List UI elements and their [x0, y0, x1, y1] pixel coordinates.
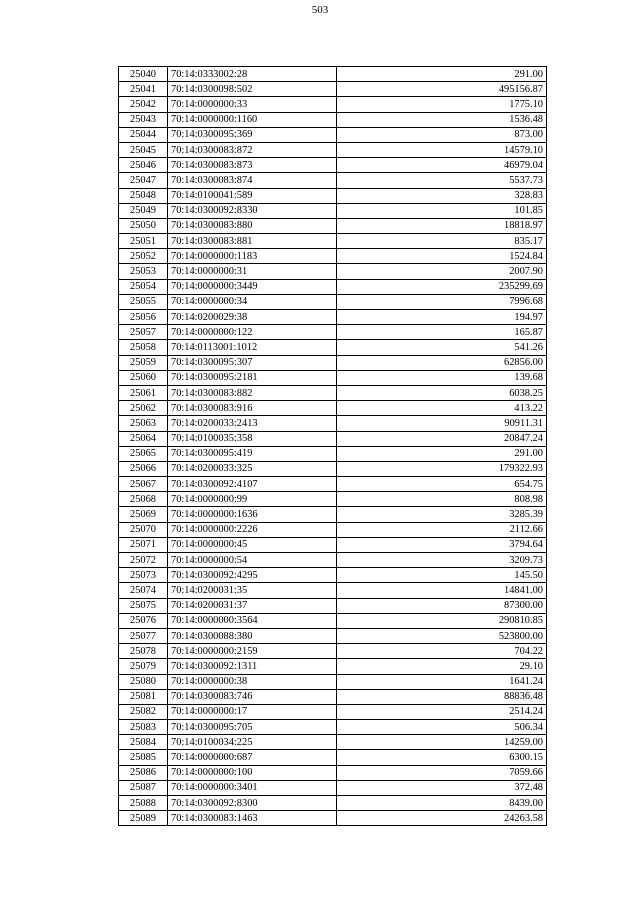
row-number-cell: 25056 [119, 310, 168, 325]
row-number-cell: 25047 [119, 173, 168, 188]
table-row [119, 568, 547, 583]
value-cell: 8439.00 [337, 796, 547, 811]
value-cell: 654.75 [337, 477, 547, 492]
table-row [119, 264, 547, 279]
row-number-cell: 25055 [119, 294, 168, 309]
value-cell: 290810.85 [337, 613, 547, 628]
row-number-cell: 25051 [119, 234, 168, 249]
cadastral-number-cell: 70:14:0300098:502 [168, 82, 337, 97]
row-number-cell: 25070 [119, 522, 168, 537]
row-number-cell: 25054 [119, 279, 168, 294]
table-row [119, 796, 547, 811]
cadastral-number-cell: 70:14:0300083:916 [168, 401, 337, 416]
value-cell: 835.17 [337, 234, 547, 249]
row-number-cell: 25084 [119, 735, 168, 750]
row-number-cell: 25063 [119, 416, 168, 431]
value-cell: 29.10 [337, 659, 547, 674]
row-number-cell: 25042 [119, 97, 168, 112]
row-number-cell: 25072 [119, 553, 168, 568]
table-row [119, 522, 547, 537]
row-number-cell: 25049 [119, 203, 168, 218]
value-cell: 7996.68 [337, 294, 547, 309]
cadastral-number-cell: 70:14:0200031:35 [168, 583, 337, 598]
value-cell: 291.00 [337, 67, 547, 82]
row-number-cell: 25089 [119, 811, 168, 826]
value-cell: 165.87 [337, 325, 547, 340]
value-cell: 523800.00 [337, 628, 547, 643]
row-number-cell: 25083 [119, 720, 168, 735]
cadastral-number-cell: 70:14:0000000:99 [168, 492, 337, 507]
data-table [118, 66, 547, 826]
value-cell: 704.22 [337, 644, 547, 659]
value-cell: 1641.24 [337, 674, 547, 689]
row-number-cell: 25079 [119, 659, 168, 674]
table-row [119, 82, 547, 97]
cadastral-number-cell: 70:14:0300095:705 [168, 720, 337, 735]
table-row [119, 385, 547, 400]
cadastral-number-cell: 70:14:0333002:28 [168, 67, 337, 82]
value-cell: 179322.93 [337, 461, 547, 476]
value-cell: 194.97 [337, 310, 547, 325]
row-number-cell: 25087 [119, 780, 168, 795]
table-row [119, 644, 547, 659]
table-row [119, 142, 547, 157]
value-cell: 62856.00 [337, 355, 547, 370]
cadastral-number-cell: 70:14:0113001:1012 [168, 340, 337, 355]
cadastral-number-cell: 70:14:0300092:4107 [168, 477, 337, 492]
table-row [119, 735, 547, 750]
table-row [119, 340, 547, 355]
cadastral-number-cell: 70:14:0300088:380 [168, 628, 337, 643]
cadastral-number-cell: 70:14:0000000:1160 [168, 112, 337, 127]
table-row [119, 507, 547, 522]
row-number-cell: 25066 [119, 461, 168, 476]
table-row [119, 689, 547, 704]
cadastral-number-cell: 70:14:0300083:882 [168, 385, 337, 400]
value-cell: 90911.31 [337, 416, 547, 431]
row-number-cell: 25068 [119, 492, 168, 507]
row-number-cell: 25074 [119, 583, 168, 598]
value-cell: 291.00 [337, 446, 547, 461]
table-row [119, 249, 547, 264]
value-cell: 46979.04 [337, 158, 547, 173]
cadastral-number-cell: 70:14:0300083:874 [168, 173, 337, 188]
cadastral-number-cell: 70:14:0300083:881 [168, 234, 337, 249]
table-row [119, 203, 547, 218]
value-cell: 139.68 [337, 370, 547, 385]
value-cell: 24263.58 [337, 811, 547, 826]
table-row [119, 477, 547, 492]
table-row [119, 234, 547, 249]
value-cell: 495156.87 [337, 82, 547, 97]
cadastral-number-cell: 70:14:0300095:307 [168, 355, 337, 370]
cadastral-number-cell: 70:14:0000000:54 [168, 553, 337, 568]
cadastral-number-cell: 70:14:0000000:3449 [168, 279, 337, 294]
cadastral-number-cell: 70:14:0300083:746 [168, 689, 337, 704]
row-number-cell: 25052 [119, 249, 168, 264]
row-number-cell: 25059 [119, 355, 168, 370]
cadastral-number-cell: 70:14:0300083:880 [168, 218, 337, 233]
row-number-cell: 25085 [119, 750, 168, 765]
row-number-cell: 25067 [119, 477, 168, 492]
table-row [119, 97, 547, 112]
cadastral-number-cell: 70:14:0000000:3401 [168, 780, 337, 795]
table-row [119, 628, 547, 643]
row-number-cell: 25081 [119, 689, 168, 704]
cadastral-number-cell: 70:14:0000000:33 [168, 97, 337, 112]
cadastral-number-cell: 70:14:0000000:2159 [168, 644, 337, 659]
value-cell: 3209.73 [337, 553, 547, 568]
table-body [119, 67, 547, 826]
cadastral-number-cell: 70:14:0300095:2181 [168, 370, 337, 385]
row-number-cell: 25086 [119, 765, 168, 780]
cadastral-number-cell: 70:14:0200029:38 [168, 310, 337, 325]
row-number-cell: 25080 [119, 674, 168, 689]
row-number-cell: 25057 [119, 325, 168, 340]
table-row [119, 112, 547, 127]
table-row [119, 279, 547, 294]
table-row [119, 750, 547, 765]
table-row [119, 218, 547, 233]
table-row [119, 294, 547, 309]
table-row [119, 613, 547, 628]
cadastral-number-cell: 70:14:0200031:37 [168, 598, 337, 613]
table-row [119, 720, 547, 735]
table-row [119, 355, 547, 370]
value-cell: 2112.66 [337, 522, 547, 537]
row-number-cell: 25044 [119, 127, 168, 142]
value-cell: 6038.25 [337, 385, 547, 400]
row-number-cell: 25078 [119, 644, 168, 659]
row-number-cell: 25075 [119, 598, 168, 613]
table-row [119, 370, 547, 385]
cadastral-number-cell: 70:14:0300092:8300 [168, 796, 337, 811]
table-row [119, 67, 547, 82]
cadastral-number-cell: 70:14:0300092:8330 [168, 203, 337, 218]
row-number-cell: 25062 [119, 401, 168, 416]
table-row [119, 431, 547, 446]
cadastral-number-cell: 70:14:0000000:1636 [168, 507, 337, 522]
cadastral-number-cell: 70:14:0000000:31 [168, 264, 337, 279]
value-cell: 14841.00 [337, 583, 547, 598]
table-row [119, 659, 547, 674]
value-cell: 101.85 [337, 203, 547, 218]
value-cell: 2514.24 [337, 704, 547, 719]
row-number-cell: 25082 [119, 704, 168, 719]
table-row [119, 598, 547, 613]
value-cell: 506.34 [337, 720, 547, 735]
table-row [119, 127, 547, 142]
table-row [119, 325, 547, 340]
cadastral-number-cell: 70:14:0000000:1183 [168, 249, 337, 264]
cadastral-number-cell: 70:14:0300092:1311 [168, 659, 337, 674]
table-row [119, 583, 547, 598]
row-number-cell: 25046 [119, 158, 168, 173]
row-number-cell: 25045 [119, 142, 168, 157]
cadastral-number-cell: 70:14:0300092:4295 [168, 568, 337, 583]
value-cell: 1775.10 [337, 97, 547, 112]
cadastral-number-cell: 70:14:0000000:687 [168, 750, 337, 765]
value-cell: 372.48 [337, 780, 547, 795]
value-cell: 88836.48 [337, 689, 547, 704]
table-row [119, 416, 547, 431]
row-number-cell: 25060 [119, 370, 168, 385]
value-cell: 1524.84 [337, 249, 547, 264]
value-cell: 413.22 [337, 401, 547, 416]
value-cell: 5537.73 [337, 173, 547, 188]
cadastral-number-cell: 70:14:0200033:325 [168, 461, 337, 476]
cadastral-number-cell: 70:14:0300083:1463 [168, 811, 337, 826]
value-cell: 20847.24 [337, 431, 547, 446]
cadastral-number-cell: 70:14:0000000:45 [168, 537, 337, 552]
table-row [119, 553, 547, 568]
table-row [119, 537, 547, 552]
table-row [119, 401, 547, 416]
row-number-cell: 25040 [119, 67, 168, 82]
row-number-cell: 25041 [119, 82, 168, 97]
value-cell: 145.50 [337, 568, 547, 583]
value-cell: 3794.64 [337, 537, 547, 552]
cadastral-number-cell: 70:14:0000000:38 [168, 674, 337, 689]
value-cell: 2007.90 [337, 264, 547, 279]
table-row [119, 765, 547, 780]
value-cell: 328.83 [337, 188, 547, 203]
cadastral-number-cell: 70:14:0000000:2226 [168, 522, 337, 537]
cadastral-number-cell: 70:14:0100041:589 [168, 188, 337, 203]
value-cell: 3285.39 [337, 507, 547, 522]
page-number: 503 [311, 4, 329, 16]
value-cell: 14259.00 [337, 735, 547, 750]
table-row [119, 674, 547, 689]
value-cell: 873.00 [337, 127, 547, 142]
value-cell: 87300.00 [337, 598, 547, 613]
cadastral-number-cell: 70:14:0000000:122 [168, 325, 337, 340]
table-row [119, 461, 547, 476]
cadastral-number-cell: 70:14:0000000:17 [168, 704, 337, 719]
row-number-cell: 25073 [119, 568, 168, 583]
value-cell: 808.98 [337, 492, 547, 507]
table-row [119, 310, 547, 325]
cadastral-number-cell: 70:14:0300083:873 [168, 158, 337, 173]
cadastral-number-cell: 70:14:0100035:358 [168, 431, 337, 446]
row-number-cell: 25071 [119, 537, 168, 552]
table-row [119, 780, 547, 795]
cadastral-number-cell: 70:14:0300095:369 [168, 127, 337, 142]
value-cell: 541.26 [337, 340, 547, 355]
row-number-cell: 25077 [119, 628, 168, 643]
cadastral-number-cell: 70:14:0300095:419 [168, 446, 337, 461]
table-row [119, 173, 547, 188]
row-number-cell: 25064 [119, 431, 168, 446]
row-number-cell: 25048 [119, 188, 168, 203]
row-number-cell: 25069 [119, 507, 168, 522]
value-cell: 6300.15 [337, 750, 547, 765]
row-number-cell: 25050 [119, 218, 168, 233]
row-number-cell: 25053 [119, 264, 168, 279]
value-cell: 18818.97 [337, 218, 547, 233]
value-cell: 1536.48 [337, 112, 547, 127]
table-row [119, 492, 547, 507]
table-row [119, 188, 547, 203]
table-row [119, 446, 547, 461]
cadastral-number-cell: 70:14:0000000:100 [168, 765, 337, 780]
row-number-cell: 25076 [119, 613, 168, 628]
table-row [119, 158, 547, 173]
row-number-cell: 25058 [119, 340, 168, 355]
cadastral-number-cell: 70:14:0200033:2413 [168, 416, 337, 431]
table-row [119, 811, 547, 826]
cadastral-number-cell: 70:14:0000000:34 [168, 294, 337, 309]
row-number-cell: 25065 [119, 446, 168, 461]
row-number-cell: 25061 [119, 385, 168, 400]
value-cell: 235299.69 [337, 279, 547, 294]
table-row [119, 704, 547, 719]
cadastral-number-cell: 70:14:0100034:225 [168, 735, 337, 750]
row-number-cell: 25088 [119, 796, 168, 811]
cadastral-number-cell: 70:14:0300083:872 [168, 142, 337, 157]
value-cell: 14579.10 [337, 142, 547, 157]
cadastral-number-cell: 70:14:0000000:3564 [168, 613, 337, 628]
value-cell: 7059.66 [337, 765, 547, 780]
row-number-cell: 25043 [119, 112, 168, 127]
